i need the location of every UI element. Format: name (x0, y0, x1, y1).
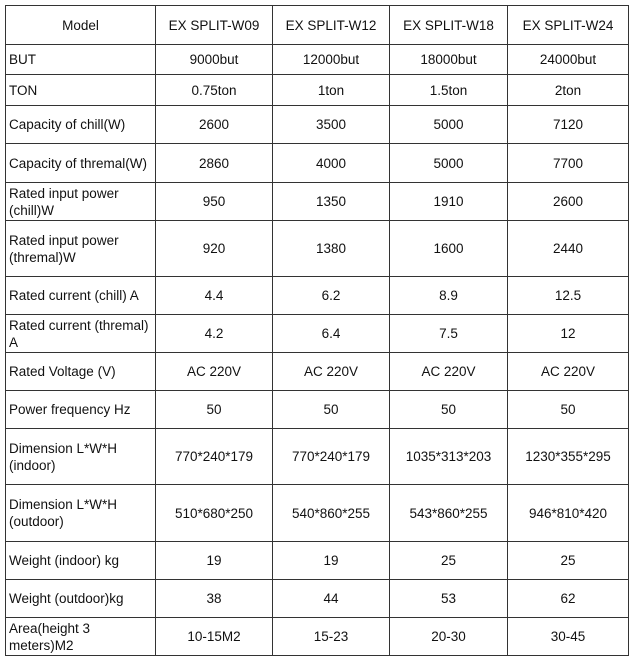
table-cell: 4.4 (156, 277, 273, 315)
table-row (6, 277, 629, 315)
table-cell: 25 (508, 542, 629, 580)
table-cell: 1910 (390, 183, 508, 221)
table-cell: 0.75ton (156, 75, 273, 106)
table-cell: 24000but (508, 45, 629, 75)
table-row (6, 183, 629, 221)
header-w24: EX SPLIT-W24 (508, 6, 629, 45)
row-label: BUT (6, 45, 156, 75)
table-cell: AC 220V (508, 353, 629, 391)
row-label: Rated current (thremal) A (6, 315, 156, 353)
row-label: Weight (outdoor)kg (6, 580, 156, 618)
table-cell: 540*860*255 (273, 485, 390, 542)
table-cell: 6.4 (273, 315, 390, 353)
table-cell: 2600 (156, 106, 273, 144)
table-cell: 12000but (273, 45, 390, 75)
table-cell: 12 (508, 315, 629, 353)
table-cell: 1600 (390, 221, 508, 277)
row-label: Capacity of thremal(W) (6, 144, 156, 183)
table-cell: 9000but (156, 45, 273, 75)
table-row (6, 580, 629, 618)
table-cell: 950 (156, 183, 273, 221)
table-row (6, 353, 629, 391)
table-cell: 53 (390, 580, 508, 618)
table-row (6, 144, 629, 183)
table-cell: 4.2 (156, 315, 273, 353)
row-label: Rated input power (chill)W (6, 183, 156, 221)
row-label: Power frequency Hz (6, 391, 156, 429)
row-label: Dimension L*W*H (outdoor) (6, 485, 156, 542)
table-cell: AC 220V (273, 353, 390, 391)
table-row (6, 429, 629, 485)
table-cell: 20-30 (390, 618, 508, 656)
table-cell: 10-15M2 (156, 618, 273, 656)
table-cell: 50 (156, 391, 273, 429)
table-cell: 19 (273, 542, 390, 580)
row-label: TON (6, 75, 156, 106)
row-label: Area(height 3 meters)M2 (6, 618, 156, 656)
table-cell: AC 220V (156, 353, 273, 391)
table-cell: 1230*355*295 (508, 429, 629, 485)
table-cell: 50 (508, 391, 629, 429)
table-cell: 30-45 (508, 618, 629, 656)
table-cell: 7120 (508, 106, 629, 144)
table-row (6, 75, 629, 106)
table-cell: 2860 (156, 144, 273, 183)
table-cell: 3500 (273, 106, 390, 144)
table-row (6, 106, 629, 144)
table-cell: 510*680*250 (156, 485, 273, 542)
header-w18: EX SPLIT-W18 (390, 6, 508, 45)
row-label: Dimension L*W*H (indoor) (6, 429, 156, 485)
table-cell: 1ton (273, 75, 390, 106)
table-cell: 6.2 (273, 277, 390, 315)
table-cell: 1035*313*203 (390, 429, 508, 485)
header-w09: EX SPLIT-W09 (156, 6, 273, 45)
row-label: Weight (indoor) kg (6, 542, 156, 580)
table-cell: 770*240*179 (273, 429, 390, 485)
table-cell: 5000 (390, 106, 508, 144)
table-cell: 1350 (273, 183, 390, 221)
table-cell: 946*810*420 (508, 485, 629, 542)
table-row (6, 315, 629, 353)
table-cell: 50 (273, 391, 390, 429)
table-cell: 18000but (390, 45, 508, 75)
table-cell: 7.5 (390, 315, 508, 353)
table-cell: 15-23 (273, 618, 390, 656)
table-cell: 2ton (508, 75, 629, 106)
row-label: Rated input power (thremal)W (6, 221, 156, 277)
header-row (6, 6, 629, 45)
table-cell: 1380 (273, 221, 390, 277)
table-cell: 12.5 (508, 277, 629, 315)
table-row (6, 485, 629, 542)
table-cell: 1.5ton (390, 75, 508, 106)
table-cell: 2440 (508, 221, 629, 277)
table-cell: 543*860*255 (390, 485, 508, 542)
table-cell: 5000 (390, 144, 508, 183)
table-row (6, 45, 629, 75)
table-row (6, 542, 629, 580)
table-cell: 8.9 (390, 277, 508, 315)
header-model: Model (6, 6, 156, 45)
spec-table (5, 5, 629, 656)
table-cell: 770*240*179 (156, 429, 273, 485)
table-cell: 50 (390, 391, 508, 429)
table-row (6, 391, 629, 429)
row-label: Rated current (chill) A (6, 277, 156, 315)
table-cell: AC 220V (390, 353, 508, 391)
table-cell: 62 (508, 580, 629, 618)
table-cell: 7700 (508, 144, 629, 183)
row-label: Capacity of chill(W) (6, 106, 156, 144)
table-row (6, 221, 629, 277)
row-label: Rated Voltage (V) (6, 353, 156, 391)
table-cell: 4000 (273, 144, 390, 183)
header-w12: EX SPLIT-W12 (273, 6, 390, 45)
table-cell: 44 (273, 580, 390, 618)
table-cell: 920 (156, 221, 273, 277)
table-cell: 25 (390, 542, 508, 580)
table-cell: 38 (156, 580, 273, 618)
table-cell: 19 (156, 542, 273, 580)
table-cell: 2600 (508, 183, 629, 221)
table-row (6, 618, 629, 656)
